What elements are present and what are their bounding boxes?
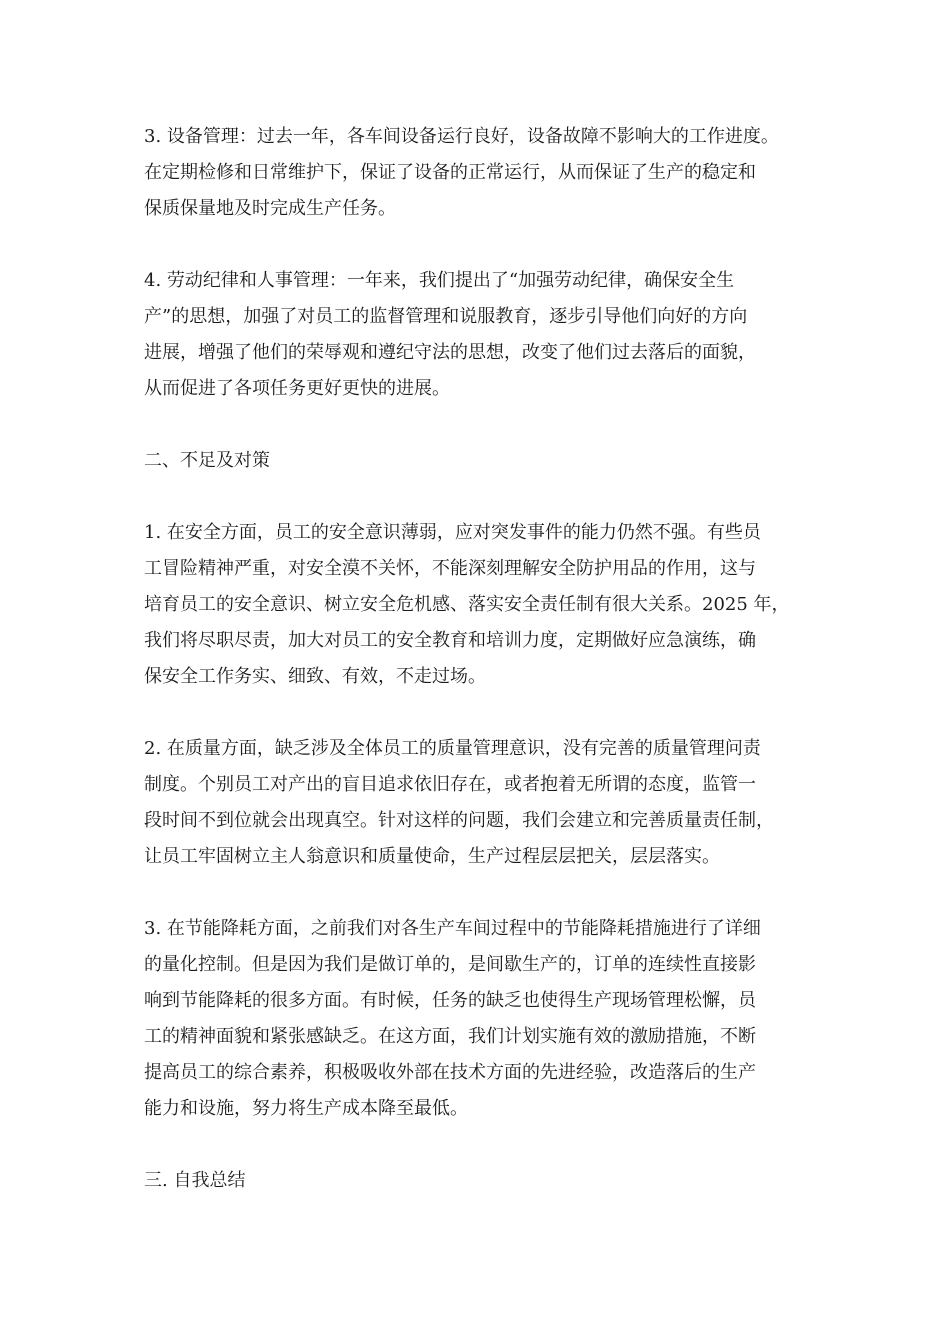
text-line: 在定期检修和日常维护下，保证了设备的正常运行，从而保证了生产的稳定和 — [144, 162, 756, 183]
text-line: 产”的思想，加强了对员工的监督管理和说服教育，逐步引导他们向好的方向 — [144, 306, 748, 327]
text-line: 4. 劳动纪律和人事管理：一年来，我们提出了“加强劳动纪律，确保安全生 — [144, 270, 735, 291]
text-line: 工的精神面貌和紧张感缺乏。在这方面，我们计划实施有效的激励措施，不断 — [144, 1026, 756, 1047]
text-line: 我们将尽职尽责，加大对员工的安全教育和培训力度，定期做好应急演练，确 — [144, 630, 756, 651]
text-line: 工冒险精神严重，对安全漠不关怀，不能深刻理解安全防护用品的作用，这与 — [144, 558, 756, 579]
paragraph-quality — [144, 731, 816, 875]
text-line: 的量化控制。但是因为我们是做订单的，是间歇生产的，订单的连续性直接影 — [144, 954, 756, 975]
heading-text: 三. 自我总结 — [144, 1170, 246, 1191]
paragraph-spacer — [144, 227, 816, 263]
paragraph-spacer — [144, 1127, 816, 1163]
paragraph-spacer — [144, 407, 816, 443]
text-line: 2. 在质量方面，缺乏涉及全体员工的质量管理意识，没有完善的质量管理问责 — [144, 738, 761, 759]
document-page — [144, 119, 816, 1199]
text-line: 1. 在安全方面，员工的安全意识薄弱，应对突发事件的能力仍然不强。有些员 — [144, 522, 761, 543]
text-line: 3. 设备管理：过去一年，各车间设备运行良好，设备故障不影响大的工作进度。 — [144, 126, 779, 147]
section-heading-shortcomings — [144, 443, 816, 479]
paragraph-safety — [144, 515, 816, 695]
text-line: 能力和设施，努力将生产成本降至最低。 — [144, 1098, 468, 1119]
text-line: 保质保量地及时完成生产任务。 — [144, 198, 396, 219]
section-heading-self-summary — [144, 1163, 816, 1199]
text-line: 保安全工作务实、细致、有效，不走过场。 — [144, 666, 486, 687]
paragraph-spacer — [144, 479, 816, 515]
paragraph-spacer — [144, 695, 816, 731]
heading-text: 二、不足及对策 — [144, 450, 270, 471]
paragraph-energy-saving — [144, 911, 816, 1127]
paragraph-spacer — [144, 875, 816, 911]
text-line: 制度。个别员工对产出的盲目追求依旧存在，或者抱着无所谓的态度，监管一 — [144, 774, 756, 795]
text-line: 段时间不到位就会出现真空。针对这样的问题，我们会建立和完善质量责任制， — [144, 810, 774, 831]
text-line: 3. 在节能降耗方面，之前我们对各生产车间过程中的节能降耗措施进行了详细 — [144, 918, 761, 939]
paragraph-labor-discipline — [144, 263, 816, 407]
text-line: 让员工牢固树立主人翁意识和质量使命，生产过程层层把关，层层落实。 — [144, 846, 720, 867]
text-line: 培育员工的安全意识、树立安全危机感、落实安全责任制有很大关系。2025 年， — [144, 594, 790, 615]
text-line: 提高员工的综合素养，积极吸收外部在技术方面的先进经验，改造落后的生产 — [144, 1062, 756, 1083]
text-line: 响到节能降耗的很多方面。有时候，任务的缺乏也使得生产现场管理松懈，员 — [144, 990, 756, 1011]
text-line: 进展，增强了他们的荣辱观和遵纪守法的思想，改变了他们过去落后的面貌， — [144, 342, 756, 363]
text-line: 从而促进了各项任务更好更快的进展。 — [144, 378, 450, 399]
paragraph-equipment-management — [144, 119, 816, 227]
